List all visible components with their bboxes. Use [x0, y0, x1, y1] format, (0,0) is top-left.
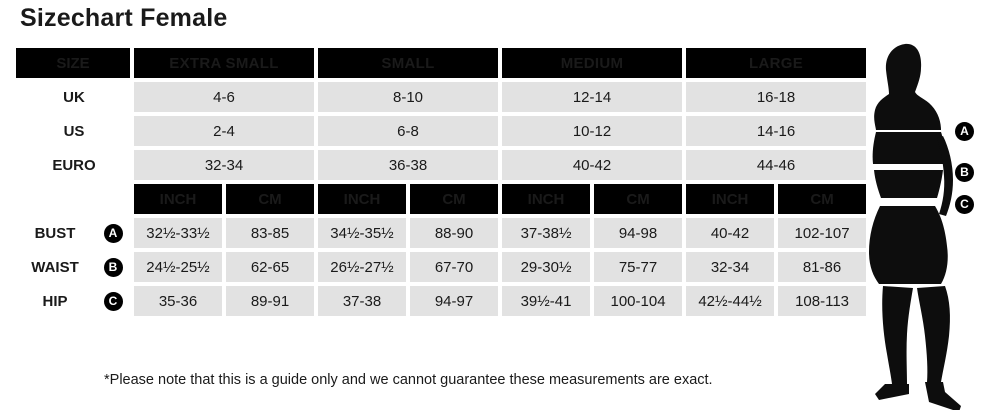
header-size: SIZE [16, 48, 130, 78]
uk-medium: 12-14 [502, 82, 682, 112]
euro-extra-small: 32-34 [134, 150, 314, 180]
sizechart-table-wrap [12, 44, 850, 320]
bust-m-inch: 37-38½ [502, 218, 590, 248]
us-extra-small: 2-4 [134, 116, 314, 146]
bust-s-cm: 88-90 [410, 218, 498, 248]
unit-l-cm: CM [778, 184, 866, 214]
uk-small: 8-10 [318, 82, 498, 112]
hip-m-cm: 100-104 [594, 286, 682, 316]
row-label-uk: UK [63, 88, 85, 106]
row-label-hip: HIP [42, 292, 68, 310]
table-row-waist [16, 252, 866, 282]
table-row-units [16, 184, 866, 214]
table-row-uk [16, 82, 866, 112]
euro-medium: 40-42 [502, 150, 682, 180]
header-medium: MEDIUM [502, 48, 682, 78]
table-row-us [16, 116, 866, 146]
row-label-waist: WAIST [31, 258, 79, 276]
table-row-bust [16, 218, 866, 248]
uk-extra-small: 4-6 [134, 82, 314, 112]
bust-l-cm: 102-107 [778, 218, 866, 248]
bust-m-cm: 94-98 [594, 218, 682, 248]
table-row-hip [16, 286, 866, 316]
unit-m-cm: CM [594, 184, 682, 214]
unit-m-inch: INCH [502, 184, 590, 214]
us-large: 14-16 [686, 116, 866, 146]
unit-s-cm: CM [410, 184, 498, 214]
table-row-euro [16, 150, 866, 180]
unit-xs-cm: CM [226, 184, 314, 214]
unit-s-inch: INCH [318, 184, 406, 214]
marker-c-icon: C [104, 292, 123, 311]
header-small: SMALL [318, 48, 498, 78]
figure-marker-c-icon: C [955, 195, 974, 214]
waist-s-cm: 67-70 [410, 252, 498, 282]
waist-l-cm: 81-86 [778, 252, 866, 282]
bust-xs-inch: 32½-33½ [134, 218, 222, 248]
figure-marker-a-icon: A [955, 122, 974, 141]
bust-s-inch: 34½-35½ [318, 218, 406, 248]
page-title: Sizechart Female [20, 4, 228, 32]
figure-marker-b-icon: B [955, 163, 974, 182]
bust-l-inch: 40-42 [686, 218, 774, 248]
us-small: 6-8 [318, 116, 498, 146]
hip-s-inch: 37-38 [318, 286, 406, 316]
hip-s-cm: 94-97 [410, 286, 498, 316]
hip-xs-cm: 89-91 [226, 286, 314, 316]
unit-l-inch: INCH [686, 184, 774, 214]
table-row-header [16, 48, 866, 78]
marker-a-icon: A [104, 224, 123, 243]
bust-xs-cm: 83-85 [226, 218, 314, 248]
row-label-euro: EURO [52, 156, 96, 174]
euro-small: 36-38 [318, 150, 498, 180]
hip-xs-inch: 35-36 [134, 286, 222, 316]
waist-marker-cell [96, 252, 130, 282]
us-medium: 10-12 [502, 116, 682, 146]
hip-l-inch: 42½-44½ [686, 286, 774, 316]
euro-large: 44-46 [686, 150, 866, 180]
waist-l-inch: 32-34 [686, 252, 774, 282]
disclaimer-note: *Please note that this is a guide only and we cannot guarantee these measurements are exact. [104, 372, 713, 388]
unit-xs-inch: INCH [134, 184, 222, 214]
units-spacer [16, 184, 130, 214]
row-label-bust: BUST [34, 224, 76, 242]
hip-m-inch: 39½-41 [502, 286, 590, 316]
bust-marker-cell [96, 218, 130, 248]
waist-m-inch: 29-30½ [502, 252, 590, 282]
sizechart-table [12, 44, 870, 320]
waist-m-cm: 75-77 [594, 252, 682, 282]
waist-xs-inch: 24½-25½ [134, 252, 222, 282]
header-extra-small: EXTRA SMALL [134, 48, 314, 78]
waist-xs-cm: 62-65 [226, 252, 314, 282]
waist-s-inch: 26½-27½ [318, 252, 406, 282]
hip-l-cm: 108-113 [778, 286, 866, 316]
hip-marker-cell [96, 286, 130, 316]
uk-large: 16-18 [686, 82, 866, 112]
marker-b-icon: B [104, 258, 123, 277]
row-label-us: US [63, 122, 85, 140]
header-large: LARGE [686, 48, 866, 78]
figure-marker-group [955, 40, 989, 410]
